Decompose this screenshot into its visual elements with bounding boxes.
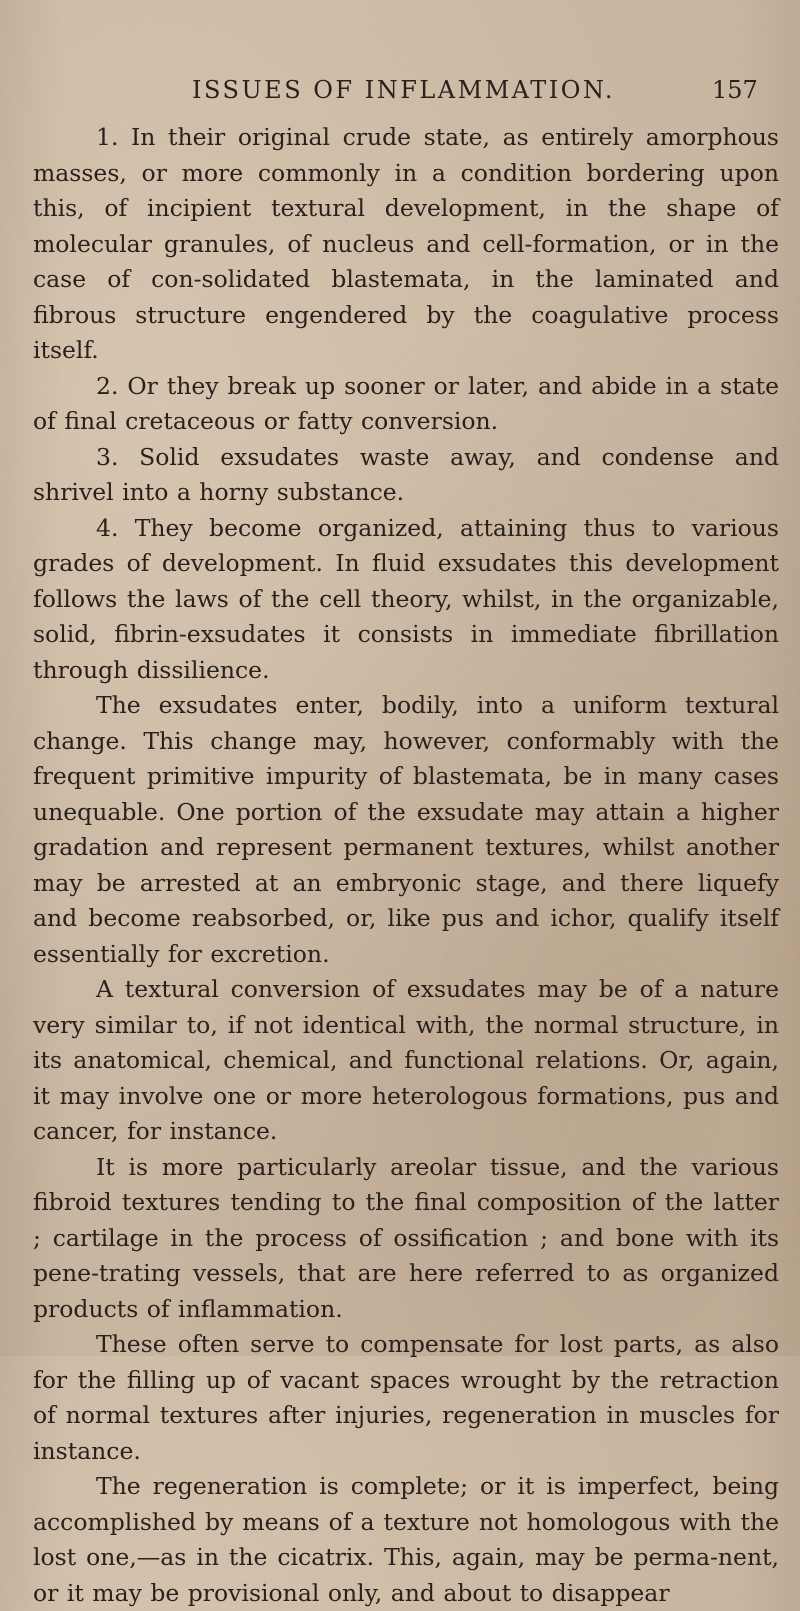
- running-head: [0, 70, 800, 110]
- paragraph-1: 1. In their original crude state, as entirely amorphous masses, or more commonly in a condition bordering upon this, of incipient textural development, in the shape of molecular granules, of nucleus and cell-formation, or in the case of con-solidated blastemata, in the laminated and fibrous structure engendered by the coagulative process itself.: [33, 123, 779, 364]
- paragraph-3: 3. Solid exsudates waste away, and condense and shrivel into a horny substance.: [33, 442, 779, 506]
- running-title: ISSUES OF INFLAMMATION.: [192, 76, 616, 104]
- paragraph-5: The exsudates enter, bodily, into a uniform textural change. This change may, however, conformably with the frequent primitive impurity of blastemata, be in many cases unequable. One portion of the exsudate may attain a higher gradation and represent permanent textures, whilst another may be arrested at an embryonic stage, and there liquefy and become reabsorbed, or, like pus and ichor, qualify itself essentially for excretion.: [33, 691, 779, 968]
- paragraph-2: 2. Or they break up sooner or later, and abide in a state of final cretaceous or fatty conversion.: [33, 371, 779, 435]
- paragraph-7: It is more particularly areolar tissue, and the various fibroid textures tending to the final composition of the latter ; cartilage in the process of ossification ; and bone with its pene-trating vessels, that are here referred to as organized products of inflammation.: [33, 1152, 779, 1323]
- paragraph-4: 4. They become organized, attaining thus to various grades of development. In fluid exsudates this development follows the laws of the cell theory, whilst, in the organizable, solid, fibrin-exsudates it consists in immediate fibrillation through dissilience.: [33, 513, 779, 684]
- body-text: [33, 120, 779, 1611]
- paragraph-9: The regeneration is complete; or it is imperfect, being accomplished by means of a texture not homologous with the lost one,—as in the cicatrix. This, again, may be perma-nent, or it may be provisional only, and about to disappear: [33, 1472, 779, 1607]
- paragraph-8: These often serve to compensate for lost parts, as also for the filling up of vacant spaces wrought by the retraction of normal textures after injuries, regeneration in muscles for instance.: [33, 1330, 779, 1465]
- page-number: 157: [712, 76, 758, 104]
- paragraph-6: A textural conversion of exsudates may be of a nature very similar to, if not identical with, the normal structure, in its anatomical, chemical, and functional relations. Or, again, it may involve one or more heterologous formations, pus and cancer, for instance.: [33, 975, 779, 1145]
